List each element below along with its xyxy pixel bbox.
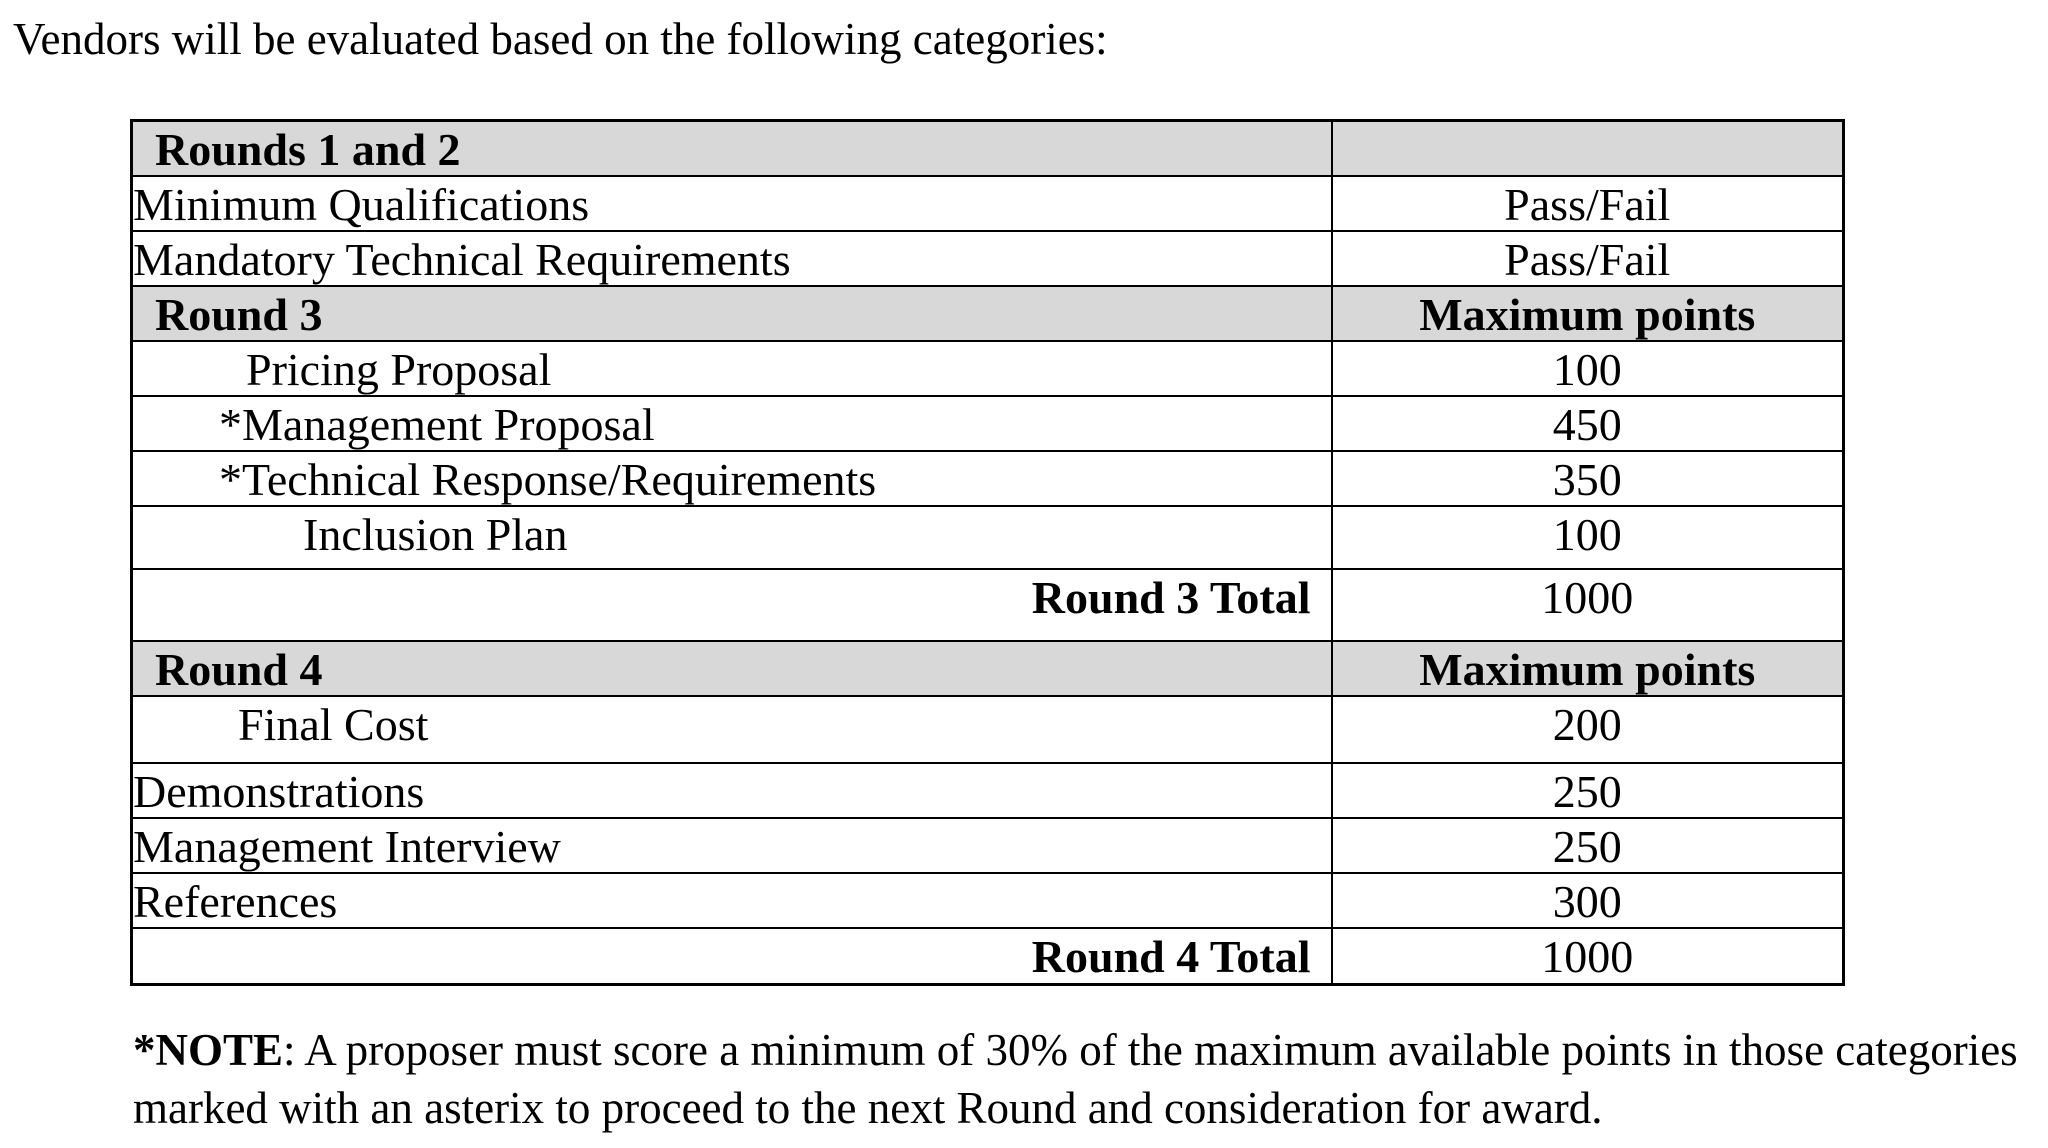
row-label: Mandatory Technical Requirements	[132, 231, 1332, 286]
table-row-management-proposal	[132, 396, 1844, 451]
row-value: 250	[1332, 763, 1844, 818]
row-value: 100	[1332, 341, 1844, 396]
row-label: Pricing Proposal	[132, 341, 1332, 396]
intro-text: Vendors will be evaluated based on the following categories:	[13, 14, 1108, 64]
row-value: Pass/Fail	[1332, 231, 1844, 286]
row-label: Round 4	[132, 641, 1332, 696]
row-label: Round 3 Total	[132, 569, 1332, 641]
row-value: 200	[1332, 696, 1844, 763]
row-label: Management Interview	[132, 818, 1332, 873]
row-value: 350	[1332, 451, 1844, 506]
row-label: *Management Proposal	[132, 396, 1332, 451]
evaluation-table	[130, 119, 1845, 986]
table-row-demonstrations	[132, 763, 1844, 818]
row-value: 1000	[1332, 928, 1844, 984]
table-row-round-4	[132, 641, 1844, 696]
row-value: 300	[1332, 873, 1844, 928]
row-label: Rounds 1 and 2	[132, 121, 1332, 177]
row-value: 450	[1332, 396, 1844, 451]
table-row-final-cost	[132, 696, 1844, 763]
table-row-pricing-proposal	[132, 341, 1844, 396]
row-value	[1332, 121, 1844, 177]
row-value: 100	[1332, 506, 1844, 569]
table-row-rounds-1-2	[132, 121, 1844, 177]
table-row-references	[132, 873, 1844, 928]
row-label: Minimum Qualifications	[132, 176, 1332, 231]
table-row-round-3-total	[132, 569, 1844, 641]
row-label: References	[132, 873, 1332, 928]
row-value: 1000	[1332, 569, 1844, 641]
row-label: Round 4 Total	[132, 928, 1332, 984]
table-row-mandatory-technical-requirements	[132, 231, 1844, 286]
row-label: Inclusion Plan	[132, 506, 1332, 569]
row-value: Maximum points	[1332, 286, 1844, 341]
row-label: *Technical Response/Requirements	[132, 451, 1332, 506]
row-value: 250	[1332, 818, 1844, 873]
row-label: Final Cost	[132, 696, 1332, 763]
table-row-round-4-total	[132, 928, 1844, 984]
row-label: Demonstrations	[132, 763, 1332, 818]
note-line2: marked with an asterix to proceed to the next Round and consideration for award.	[133, 1083, 1603, 1133]
table-row-management-interview	[132, 818, 1844, 873]
table-row-minimum-qualifications	[132, 176, 1844, 231]
note-prefix: *NOTE	[133, 1025, 284, 1075]
table-row-technical-response-requirements	[132, 451, 1844, 506]
table-row-round-3	[132, 286, 1844, 341]
note-line1: : A proposer must score a minimum of 30% of the maximum available points in those categories	[283, 1025, 2018, 1075]
table-row-inclusion-plan	[132, 506, 1844, 569]
note-text	[133, 1021, 2018, 1137]
row-value: Maximum points	[1332, 641, 1844, 696]
row-label: Round 3	[132, 286, 1332, 341]
row-value: Pass/Fail	[1332, 176, 1844, 231]
